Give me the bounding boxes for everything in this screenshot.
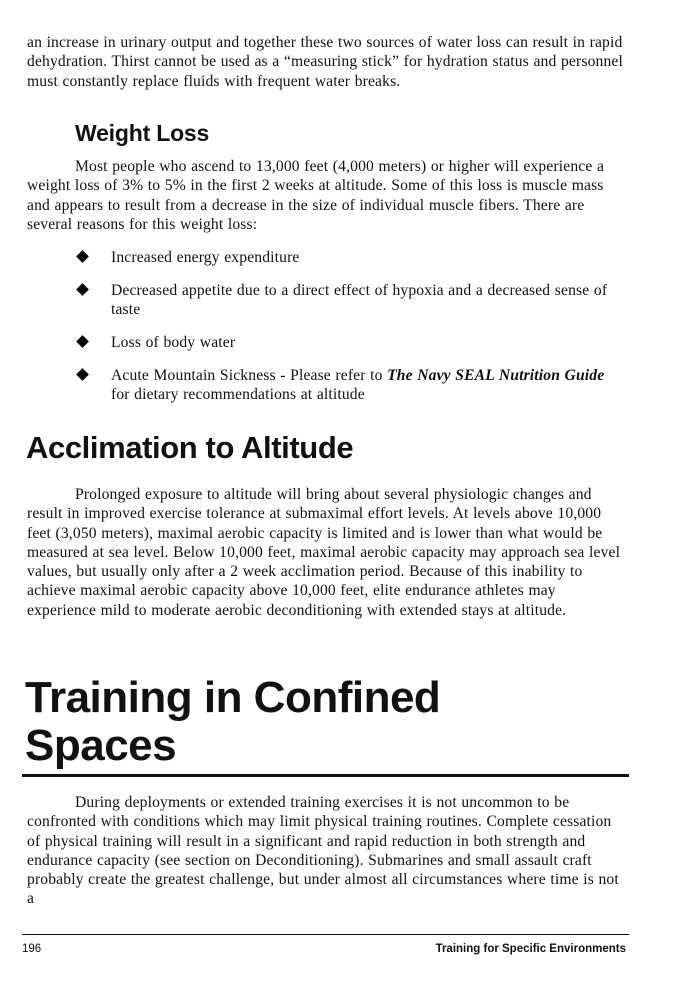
reference-title: The Navy SEAL Nutrition Guide [387, 367, 605, 384]
intro-paragraph: an increase in urinary output and together these two sources of water loss can result in rapid dehydration. Thirst cannot be used as a “measuring stick” for hydration status and personnel must constantly replace fluids with frequent water breaks. [27, 34, 623, 90]
chapter-heading [25, 674, 440, 770]
list-item-text: Increased energy expenditure [111, 249, 300, 266]
diamond-bullet-icon [76, 283, 89, 296]
footer-rule-divider [22, 934, 629, 935]
list-item [76, 248, 616, 267]
confined-spaces-paragraph: During deployments or extended training exercises it is not uncommon to be confronted with conditions which may limit physical training routines. Complete cessation of physical training will result in a significant and rapid reduction in both strength and endurance capacity (see section on Deconditioning). Submarines and small assault craft probably create the greatest challenge, but under almost all circumstances where time is not a [27, 794, 619, 908]
list-item [76, 366, 616, 404]
acclimation-heading: Acclimation to Altitude [26, 430, 354, 465]
list-item [76, 281, 616, 319]
weight-loss-paragraph: Most people who ascend to 13,000 feet (4,000 meters) or higher will experience a weight loss of 3% to 5% in the first 2 weeks at altitude. Some of this loss is muscle mass and appears to result from a decrease in the size of individual muscle fibers. There are several reasons for this weight loss: [27, 158, 605, 233]
acclimation-paragraph: Prolonged exposure to altitude will bring about several physiologic changes and result in improved exercise tolerance at submaximal effort levels. At levels above 10,000 feet (3,050 meters), maximal aerobic capacity is limited and is lower than what would be measured at sea level. Below 10,000 feet, maximal aerobic capacity may approach sea level values, but usually only after a 2 week acclimation period. Because of this inability to achieve maximal aerobic capacity above 10,000 feet, elite endurance athletes may experience mild to moderate aerobic deconditioning with extended stays at altitude. [27, 486, 621, 619]
running-footer-title: Training for Specific Environments [435, 943, 626, 955]
chapter-heading-line2: Spaces [25, 721, 177, 770]
chapter-heading-line1: Training in Confined [25, 673, 441, 722]
weight-loss-reasons-list [76, 248, 616, 418]
diamond-bullet-icon [76, 335, 89, 348]
list-item-text: Decreased appetite due to a direct effect of hypoxia and a decreased sense of taste [111, 282, 608, 318]
diamond-bullet-icon [76, 250, 89, 263]
list-item-text-after: for dietary recommendations at altitude [111, 386, 365, 403]
list-item-text: Loss of body water [111, 334, 236, 351]
diamond-bullet-icon [76, 368, 89, 381]
page-number: 196 [22, 943, 42, 955]
chapter-rule-divider [22, 774, 629, 777]
list-item [76, 333, 616, 352]
weight-loss-heading: Weight Loss [75, 120, 210, 146]
list-item-text-before: Acute Mountain Sickness - Please refer to [111, 367, 388, 384]
